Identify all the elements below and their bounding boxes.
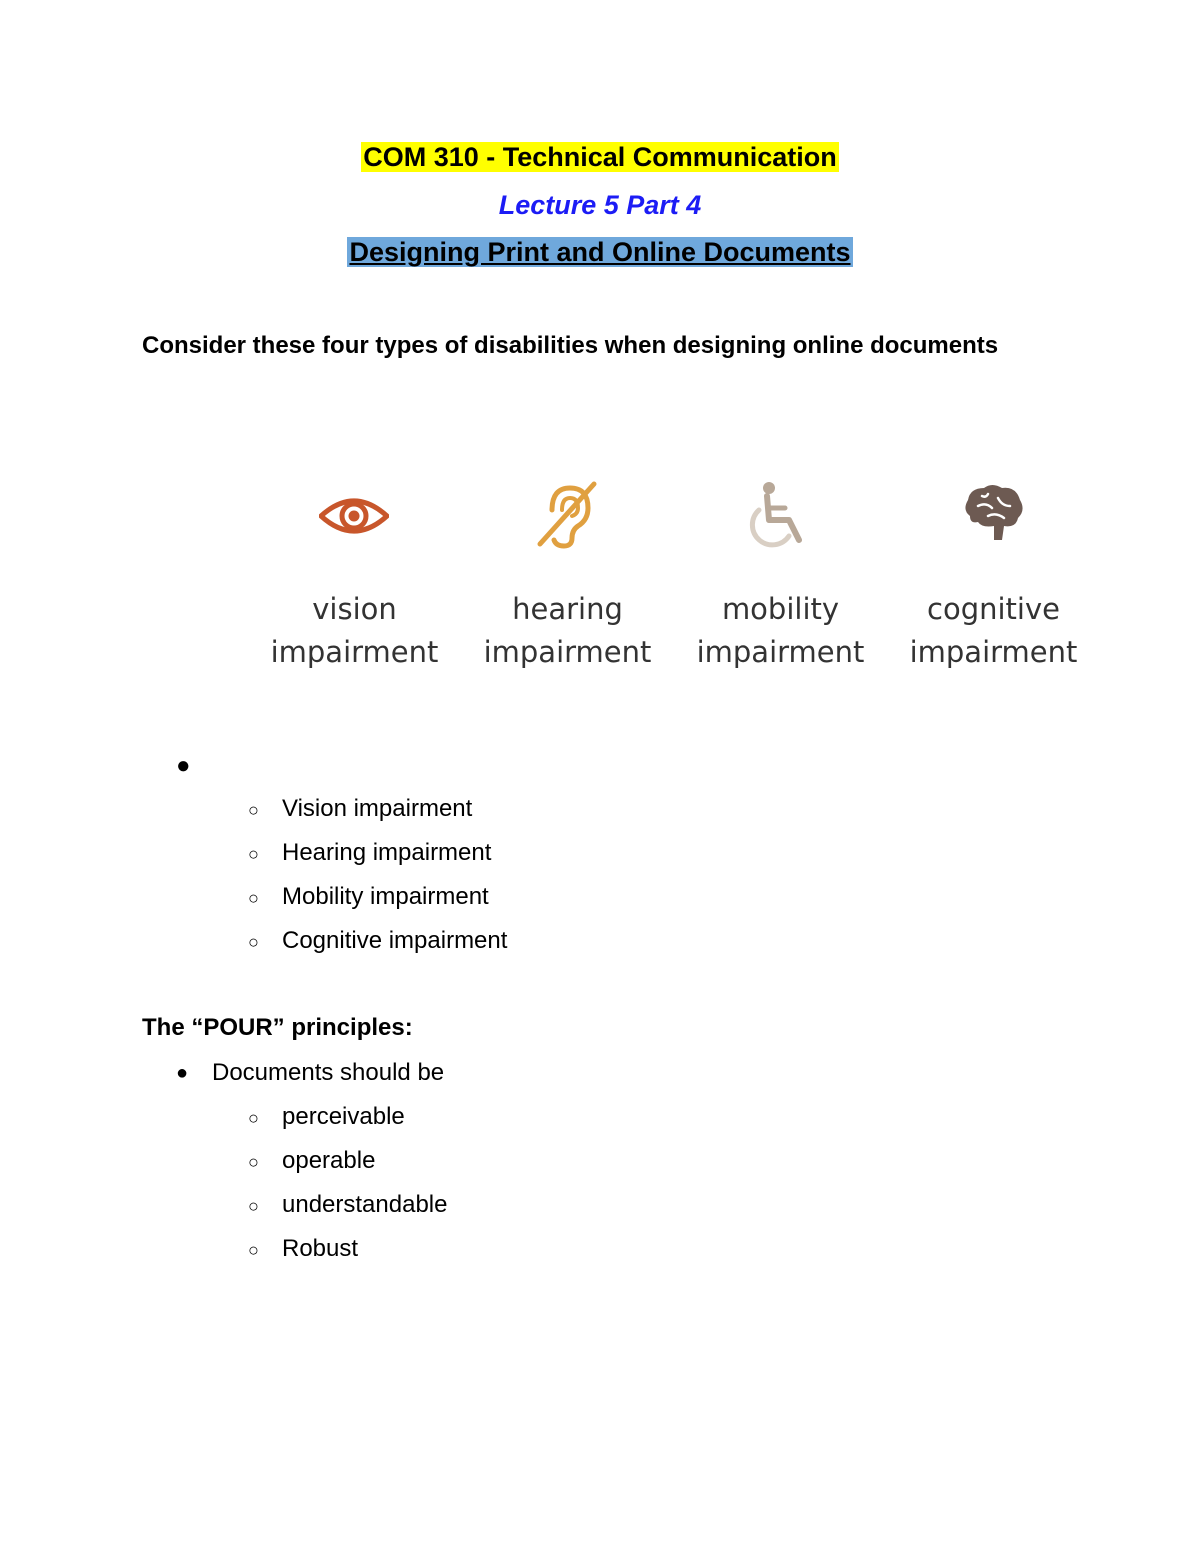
list-item: Mobility impairment xyxy=(282,883,489,910)
list-item: Hearing impairment xyxy=(282,839,492,866)
list-item: perceivable xyxy=(282,1103,405,1130)
figure-label-vision: vision impairment xyxy=(270,592,439,669)
list-item: understandable xyxy=(282,1191,448,1218)
bullet-marker: ● xyxy=(176,1062,189,1084)
list-marker: ○ xyxy=(248,1196,259,1216)
list-marker: ○ xyxy=(248,932,259,952)
disability-types-figure xyxy=(248,470,1100,680)
hearing-impaired-icon xyxy=(532,480,602,550)
list-marker: ○ xyxy=(248,1240,259,1260)
wheelchair-icon xyxy=(745,480,815,550)
lecture-subtitle: Lecture 5 Part 4 xyxy=(498,190,702,220)
eye-icon xyxy=(319,480,389,550)
pour-heading: The “POUR” principles: xyxy=(142,1014,413,1041)
figure-label-cognitive: cognitive impairment xyxy=(909,592,1078,669)
list-marker: ○ xyxy=(248,888,259,908)
list-marker: ○ xyxy=(248,844,259,864)
brain-icon xyxy=(958,480,1028,550)
figure-item-cognitive xyxy=(887,470,1100,680)
figure-item-hearing xyxy=(461,470,674,680)
list-marker: ○ xyxy=(248,1108,259,1128)
topic-heading-text: Designing Print and Online Documents xyxy=(349,237,851,267)
course-title-text: COM 310 - Technical Communication xyxy=(363,142,837,172)
pour-bullet-text: Documents should be xyxy=(212,1059,445,1086)
list-marker: ○ xyxy=(248,1152,259,1172)
list-item: operable xyxy=(282,1147,376,1174)
figure-label-hearing: hearing impairment xyxy=(483,592,652,669)
empty-bullet: ● xyxy=(176,752,191,779)
figure-item-mobility xyxy=(674,470,887,680)
course-title xyxy=(0,141,1200,173)
topic-heading xyxy=(0,236,1200,268)
list-item: Vision impairment xyxy=(282,795,473,822)
list-marker: ○ xyxy=(248,800,259,820)
figure-label-mobility: mobility impairment xyxy=(696,592,865,669)
list-item: Robust xyxy=(282,1235,359,1262)
figure-item-vision xyxy=(248,470,461,680)
intro-statement: Consider these four types of disabilities when designing online documents xyxy=(142,332,999,359)
list-item: Cognitive impairment xyxy=(282,927,508,954)
